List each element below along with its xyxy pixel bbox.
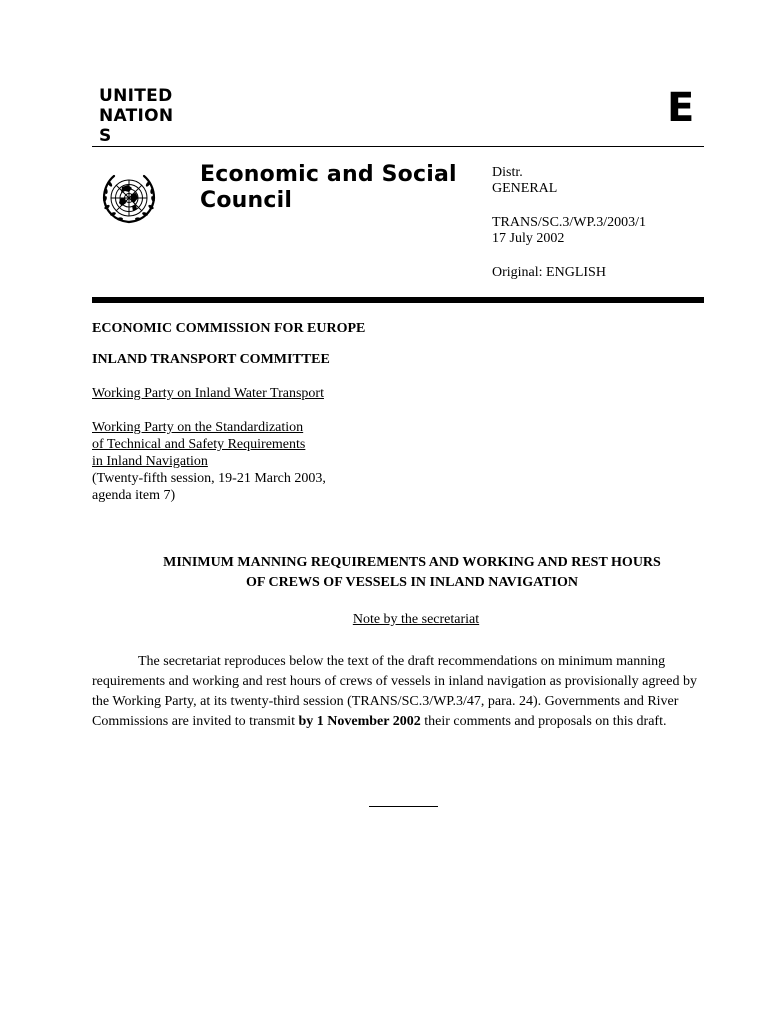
document-symbol-block [492, 215, 646, 247]
distribution-block [492, 165, 557, 197]
organization-name-line-2: NATION [99, 106, 174, 126]
working-party-2-line-1: Working Party on the Standardization [92, 420, 304, 435]
document-language-letter: E [667, 85, 695, 131]
document-title-line-2: OF CREWS OF VESSELS IN INLAND NAVIGATION [246, 575, 578, 590]
header-divider [92, 146, 704, 147]
session-line-1: (Twenty-fifth session, 19-21 March 2003, [92, 471, 326, 486]
note-heading: Note by the secretariat [352, 612, 480, 627]
commission-heading: ECONOMIC COMMISSION FOR EUROPE [92, 321, 366, 336]
working-party-2-line-2: of Technical and Safety Requirements [92, 437, 306, 452]
document-symbol: TRANS/SC.3/WP.3/2003/1 [492, 215, 647, 230]
end-divider [369, 806, 438, 807]
document-date: 17 July 2002 [492, 231, 565, 246]
distribution-value: GENERAL [492, 181, 558, 196]
organization-name-line-1: UNITED [99, 86, 173, 106]
working-party-2 [92, 419, 382, 504]
distribution-label: Distr. [492, 165, 523, 180]
working-party-1-name: Working Party on Inland Water Transport [92, 386, 324, 401]
council-name [200, 162, 480, 214]
committee-heading: INLAND TRANSPORT COMMITTEE [92, 352, 330, 367]
working-party-2-line-3: in Inland Navigation [92, 454, 208, 469]
document-title [92, 553, 732, 593]
organization-name-line-3: S [99, 126, 112, 146]
paragraph-text-part-2: their comments and proposals on this draft. [420, 714, 667, 729]
working-party-1 [92, 385, 324, 402]
paragraph-deadline: by 1 November 2002 [298, 714, 421, 729]
header-thick-divider [92, 297, 704, 303]
body-paragraph [92, 652, 710, 732]
organization-name [99, 86, 209, 146]
original-language: Original: ENGLISH [492, 265, 606, 280]
document-title-line-1: MINIMUM MANNING REQUIREMENTS AND WORKING AND REST HOURS [163, 555, 661, 570]
council-name-line-1: Economic and Social [200, 162, 457, 187]
un-emblem-icon [98, 167, 160, 229]
session-line-2: agenda item 7) [92, 488, 176, 503]
council-name-line-2: Council [200, 188, 293, 213]
paragraph-text-part-1: The secretariat reproduces below the text of the draft recommendations on minimum manning requirements and working and rest hours of crews of vessels in inland navigation as provisionally agreed by the Working Party, at its twenty-third session (TRANS/SC.3/WP.3/47, para. 24). Governments and River Commissions are invited to transmit [92, 654, 697, 729]
